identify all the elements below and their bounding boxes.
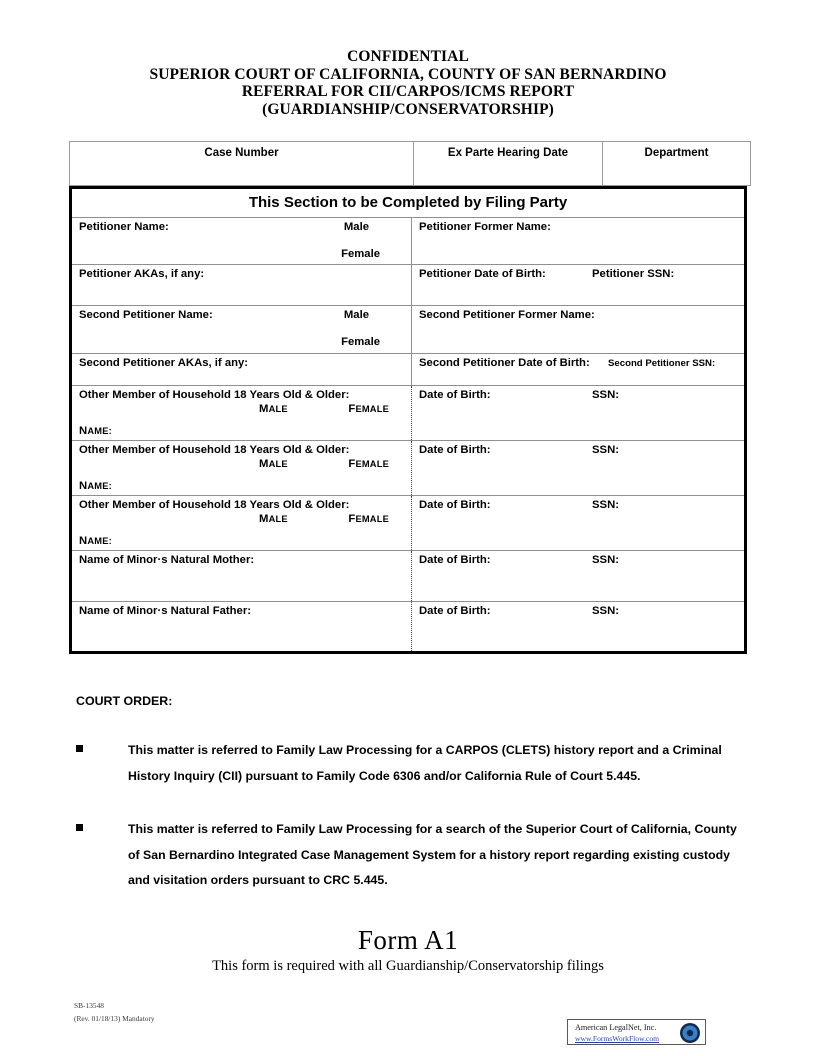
- household-member-2-ssn-label: SSN:: [592, 444, 619, 456]
- hearing-date-cell[interactable]: [414, 142, 603, 186]
- household-member-2-male-option[interactable]: MALE: [259, 458, 288, 470]
- household-member-1-dob-label: Date of Birth:: [419, 389, 491, 401]
- second-petitioner-male-option[interactable]: Male: [343, 309, 369, 321]
- household-member-3-dob-ssn-cell[interactable]: [412, 496, 745, 551]
- natural-father-row: [72, 602, 744, 652]
- court-order-list: [76, 738, 748, 922]
- petitioner-male-option[interactable]: Male: [343, 221, 369, 233]
- second-petitioner-akas-cell[interactable]: [72, 354, 412, 386]
- header-line-confidential: CONFIDENTIAL: [347, 48, 469, 65]
- filing-party-table: [72, 218, 744, 651]
- petitioner-ssn-label: Petitioner SSN:: [592, 268, 675, 280]
- natural-mother-row: [72, 551, 744, 602]
- household-member-1-cell[interactable]: [72, 386, 412, 441]
- household-member-1-dob-ssn-cell[interactable]: [412, 386, 745, 441]
- petitioner-akas-cell[interactable]: [72, 265, 412, 306]
- second-petitioner-dob-ssn-labels: [412, 354, 744, 370]
- header-line-referral: REFERRAL FOR CII/CARPOS/ICMS REPORT: [241, 83, 575, 101]
- form-requirement-note: This form is required with all Guardianship/Conservatorship filings: [212, 958, 604, 974]
- filing-section-title: This Section to be Completed by Filing Party: [72, 189, 744, 218]
- petitioner-former-name-cell[interactable]: [412, 218, 745, 265]
- second-petitioner-dob-label: Second Petitioner Date of Birth:: [419, 357, 590, 369]
- form-id-title: Form A1: [357, 925, 459, 955]
- second-petitioner-akas-label: Second Petitioner AKAs, if any:: [79, 357, 249, 369]
- legalnet-text: [575, 1022, 659, 1044]
- second-petitioner-former-name-label: Second Petitioner Former Name:: [419, 309, 595, 321]
- department-label: Department: [644, 147, 709, 159]
- petitioner-akas-label: Petitioner AKAs, if any:: [79, 268, 205, 280]
- household-member-row: [72, 496, 744, 551]
- natural-father-cell[interactable]: [72, 602, 412, 652]
- form-revision: (Rev. 01/18/13) Mandatory: [74, 1014, 155, 1023]
- household-member-2-female-option[interactable]: FEMALE: [348, 458, 389, 470]
- petitioner-female-option[interactable]: Female: [341, 248, 380, 260]
- household-member-1-ssn-label: SSN:: [592, 389, 619, 401]
- natural-father-dob-ssn-cell[interactable]: [412, 602, 745, 652]
- household-member-1-male-option[interactable]: MALE: [259, 403, 288, 415]
- legalnet-badge[interactable]: [567, 1019, 706, 1045]
- court-order-item: [76, 738, 748, 789]
- document-header: [0, 48, 816, 118]
- second-petitioner-name-row: [72, 306, 744, 354]
- header-line-type: (GUARDIANSHIP/CONSERVATORSHIP): [262, 100, 554, 118]
- second-petitioner-name-label: Second Petitioner Name:: [79, 309, 213, 321]
- household-member-2-label: Other Member of Household 18 Years Old & Older:: [79, 444, 350, 456]
- case-info-table: [69, 141, 751, 186]
- second-petitioner-former-name-cell[interactable]: [412, 306, 745, 354]
- header-line-court: SUPERIOR COURT OF CALIFORNIA, COUNTY OF SAN BERNARDINO: [149, 65, 667, 83]
- petitioner-dob-ssn-cell[interactable]: [412, 265, 745, 306]
- legalnet-company-name: American LegalNet, Inc.: [575, 1023, 657, 1032]
- household-member-3-name-label: NAME:: [79, 535, 112, 547]
- household-member-row: [72, 441, 744, 496]
- natural-father-dob-label: Date of Birth:: [419, 605, 491, 617]
- household-member-3-female-option[interactable]: FEMALE: [348, 513, 389, 525]
- petitioner-akas-row: [72, 265, 744, 306]
- second-petitioner-female-option[interactable]: Female: [341, 336, 380, 348]
- legalnet-url-link[interactable]: www.FormsWorkFlow.com: [575, 1034, 660, 1043]
- second-petitioner-ssn-label: Second Petitioner SSN:: [608, 358, 716, 369]
- petitioner-name-row: [72, 218, 744, 265]
- household-member-1-name-label: NAME:: [79, 425, 112, 437]
- natural-mother-dob-ssn-cell[interactable]: [412, 551, 745, 602]
- household-member-1-female-option[interactable]: FEMALE: [348, 403, 389, 415]
- form-number-block: [74, 999, 155, 1025]
- court-order-item-text: This matter is referred to Family Law Processing for a CARPOS (CLETS) history report and a Criminal History Inquiry (CII) pursuant to Family Code 6306 and/or California Rule of Court 5.445.: [128, 743, 722, 783]
- petitioner-former-name-label: Petitioner Former Name:: [419, 221, 551, 233]
- household-member-2-cell[interactable]: [72, 441, 412, 496]
- household-member-3-label: Other Member of Household 18 Years Old & Older:: [79, 499, 350, 511]
- natural-mother-ssn-label: SSN:: [592, 554, 619, 566]
- legalnet-logo-icon: [679, 1022, 701, 1049]
- department-cell[interactable]: [603, 142, 751, 186]
- natural-mother-dob-label: Date of Birth:: [419, 554, 491, 566]
- court-order-title: COURT ORDER:: [76, 694, 173, 708]
- case-info-header-row: [70, 142, 751, 186]
- petitioner-name-cell[interactable]: [72, 218, 412, 265]
- household-member-1-label: Other Member of Household 18 Years Old & Older:: [79, 389, 350, 401]
- household-member-3-male-option[interactable]: MALE: [259, 513, 288, 525]
- second-petitioner-akas-row: [72, 354, 744, 386]
- case-number-label: Case Number: [204, 147, 279, 159]
- second-petitioner-dob-ssn-cell[interactable]: [412, 354, 745, 386]
- household-member-2-name-label: NAME:: [79, 480, 112, 492]
- second-petitioner-name-cell[interactable]: [72, 306, 412, 354]
- case-number-cell[interactable]: [70, 142, 414, 186]
- household-member-row: [72, 386, 744, 441]
- household-member-3-dob-label: Date of Birth:: [419, 499, 491, 511]
- filing-party-section: [69, 186, 747, 654]
- petitioner-dob-label: Petitioner Date of Birth:: [419, 268, 546, 280]
- natural-mother-label: Name of Minor·s Natural Mother:: [79, 554, 255, 566]
- petitioner-name-label: Petitioner Name:: [79, 221, 169, 233]
- square-bullet-icon: [76, 745, 83, 752]
- household-member-3-ssn-label: SSN:: [592, 499, 619, 511]
- form-number: SB-13548: [74, 1001, 104, 1010]
- natural-father-label: Name of Minor·s Natural Father:: [79, 605, 251, 617]
- court-order-item-text: This matter is referred to Family Law Processing for a search of the Superior Court of California, County of San Bernardino Integrated Case Management System for a history report regarding existing custody and visitation orders pursuant to CRC 5.445.: [128, 822, 737, 887]
- household-member-2-dob-label: Date of Birth:: [419, 444, 491, 456]
- hearing-date-label: Ex Parte Hearing Date: [447, 147, 569, 159]
- court-order-item: [76, 817, 748, 894]
- square-bullet-icon: [76, 824, 83, 831]
- natural-father-ssn-label: SSN:: [592, 605, 619, 617]
- natural-mother-cell[interactable]: [72, 551, 412, 602]
- household-member-2-dob-ssn-cell[interactable]: [412, 441, 745, 496]
- household-member-3-cell[interactable]: [72, 496, 412, 551]
